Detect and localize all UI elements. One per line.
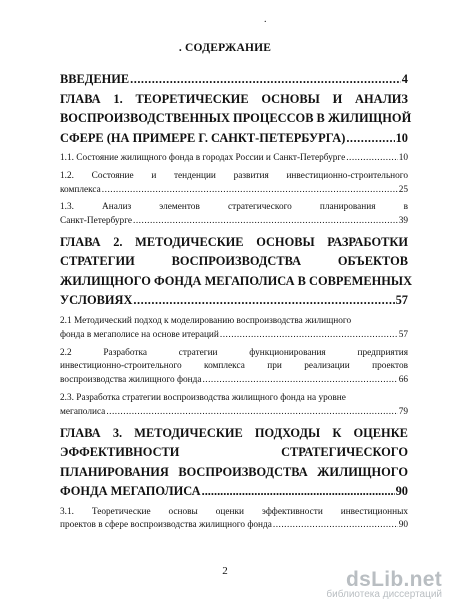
- toc-section-1-3-line-2: Санкт-Петербурге ..... 39: [60, 215, 408, 229]
- toc-entry-intro[interactable]: [60, 70, 408, 90]
- toc-section-1-1[interactable]: 1.1. Состояние жилищного фонда в городах России и Санкт-Петербурге ..... 10: [60, 152, 408, 166]
- toc-chapter-2-line-3: ЖИЛИЩНОГО ФОНДА МЕГАПОЛИСА В СОВРЕМЕННЫХ: [60, 273, 413, 288]
- dot-leader: [273, 519, 398, 533]
- page-number: 2: [222, 565, 228, 577]
- toc-section-1-3-line-1[interactable]: 1.3. Анализ элементов стратегического планирования в: [60, 202, 408, 213]
- toc-chapter-3-line-4: ФОНДА МЕГАПОЛИСА ..... 90: [60, 482, 408, 502]
- toc-section-2-2-line-1[interactable]: 2.2 Разработка стратегии функционирования предприятия: [60, 347, 409, 358]
- dot-leader: [346, 152, 397, 166]
- toc-page-number: 57: [395, 293, 408, 308]
- toc-page-number: 10: [398, 153, 408, 163]
- toc-page-number: 10: [395, 130, 408, 145]
- toc-chapter-1-line-1[interactable]: ГЛАВА 1. ТЕОРЕТИЧЕСКИЕ ОСНОВЫ И АНАЛИЗ: [60, 91, 408, 106]
- toc-chapter-3-line-1[interactable]: ГЛАВА 3. МЕТОДИЧЕСКИЕ ПОДХОДЫ К ОЦЕНКЕ: [60, 425, 408, 440]
- watermark-tagline: библиотека диссертаций: [326, 589, 442, 600]
- toc-chapter-3-line-3: ПЛАНИРОВАНИЯ ВОСПРОИЗВОДСТВА ЖИЛИЩНОГО: [60, 464, 408, 479]
- dot-leader: [202, 482, 395, 502]
- toc-page-number: 57: [398, 329, 408, 340]
- toc-page-number: 39: [398, 216, 408, 227]
- toc-page-number: 90: [395, 484, 408, 499]
- toc-section-3-1-line-2: проектов в сфере воспроизводства жилищного фонда ..... 90: [60, 519, 408, 533]
- toc-chapter-2-line-2: СТРАТЕГИИ ВОСПРОИЗВОДСТВА ОБЪЕКТОВ: [60, 254, 408, 269]
- toc-section-2-2-line-2: инвестиционно-строительного комплекса при реализации проектов: [60, 361, 409, 372]
- page-title: . СОДЕРЖАНИЕ: [178, 42, 272, 54]
- toc-page-number: 79: [398, 406, 408, 417]
- dot-leader: [130, 70, 401, 90]
- toc-section-1-2-line-2: комплекса ..... 25: [60, 184, 408, 198]
- table-of-contents: [60, 70, 413, 533]
- toc-page-number: 66: [398, 375, 408, 386]
- toc-section-3-1-line-1[interactable]: 3.1. Теоретические основы оценки эффективности инвестиционных: [60, 506, 408, 517]
- toc-page-number: 90: [398, 520, 408, 531]
- toc-section-2-1-line-2: фонда в мегаполисе на основе итераций ..... 57: [60, 329, 408, 343]
- dot-leader: [102, 184, 398, 198]
- toc-chapter-1-line-3: СФЕРЕ (НА ПРИМЕРЕ Г. САНКТ-ПЕТЕРБУРГА) ..... 10: [60, 129, 408, 149]
- toc-page-number: 25: [398, 184, 408, 195]
- toc-chapter-2-line-1[interactable]: ГЛАВА 2. МЕТОДИЧЕСКИЕ ОСНОВЫ РАЗРАБОТКИ: [60, 234, 408, 249]
- toc-chapter-2-line-4: УСЛОВИЯХ ..... 57: [60, 291, 408, 311]
- dot-leader: [106, 406, 397, 420]
- header-mark: .: [264, 14, 267, 25]
- toc-section-2-2-line-3: воспроизводства жилищного фонда ..... 66: [60, 374, 408, 388]
- toc-chapter-1-line-2: ВОСПРОИЗВОДСТВЕННЫХ ПРОЦЕССОВ В ЖИЛИЩНОЙ: [60, 111, 412, 125]
- toc-section-1-2-line-1[interactable]: 1.2. Состояние и тенденции развития инвестиционно-строительного: [60, 170, 409, 181]
- dot-leader: [133, 215, 398, 229]
- toc-section-2-1-line-1[interactable]: 2.1 Методический подход к моделированию воспроизводства жилищного: [60, 315, 352, 326]
- toc-entry-label: ВВЕДЕНИЕ: [60, 72, 130, 86]
- watermark-brand: dsLib.net: [345, 568, 442, 591]
- dot-leader: [346, 129, 394, 149]
- toc-page-number: 4: [401, 72, 408, 86]
- toc-section-2-3-line-2: мегаполиса ..... 79: [60, 406, 408, 420]
- dot-leader: [220, 329, 398, 343]
- dot-leader: [133, 291, 394, 311]
- toc-section-2-3-line-1[interactable]: 2.3. Разработка стратегии воспроизводства жилищного фонда на уровне: [60, 392, 346, 403]
- dot-leader: [202, 374, 397, 388]
- watermark: [292, 568, 442, 600]
- toc-chapter-3-line-2: ЭФФЕКТИВНОСТИ СТРАТЕГИЧЕСКОГО: [60, 445, 408, 460]
